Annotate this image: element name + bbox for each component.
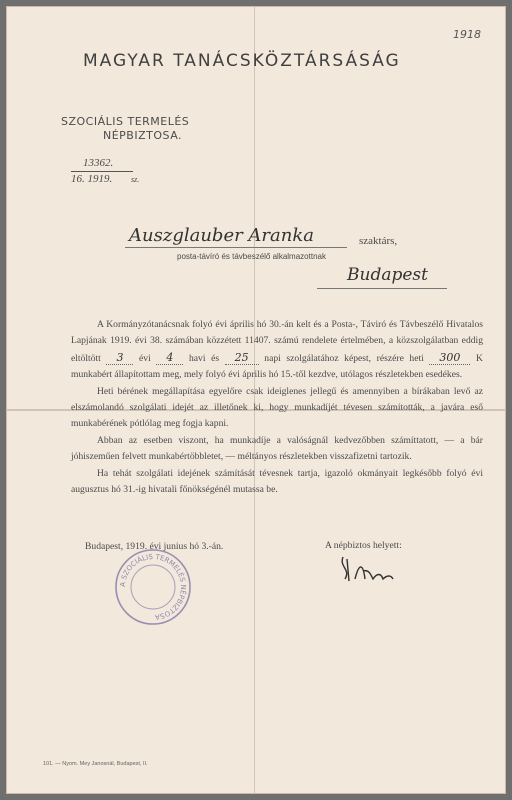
department-line-2: NÉPBIZTOSA. xyxy=(103,129,183,142)
paragraph-1-text-e: K munkabért állapítottam meg, mely folyó évi április hó 15.-től kezdve, utólagos részletekben esedékes. xyxy=(71,352,483,381)
paragraph-1-text-c: havi és xyxy=(188,352,220,364)
paragraph-4: Ha tehát szolgálati idejének számítását tévesnek tartja, igazoló okmányait legkésőbb folyó évi augusztus hó 31.-ig hivatali főnökségénél mutassa be. xyxy=(71,467,483,496)
paragraph-2: Heti bérének megállapítása egyelőre csak ideiglenes jellegű és amennyiben a bírákaban levő az elszámolandó szolgálati idejét az illetőnek ki, hogy munkadíjét tévesen számították, a javára eső munkabérének pótlólag meg fogja kapni. xyxy=(71,385,483,430)
reference-suffix: sz. xyxy=(131,175,140,184)
years-value: 3 xyxy=(106,351,133,365)
days-value: 25 xyxy=(225,351,259,365)
paragraph-1-text-a: A Kormányzótanácsnak folyó évi április hó 30.-án kelt és a Posta-, Táviró és Távbeszélő Hivatalos Lapjának 1919. évi 38. számában közzétett 11407. számú rendelete értelmében, a közszolgálatban eddig eltöltött xyxy=(71,319,483,364)
paragraph-1-text-b: évi xyxy=(139,352,151,364)
official-seal xyxy=(113,547,193,632)
months-value: 4 xyxy=(156,351,183,365)
addressee-name-line xyxy=(125,247,347,248)
reference-number: 13362. xyxy=(83,157,114,169)
handwritten-year-note: 1918 xyxy=(453,28,481,41)
handwritten-signature xyxy=(337,549,397,594)
addressee-city-line xyxy=(317,288,447,289)
date-line: Budapest, 1919. évi junius hó 3.-án. xyxy=(85,541,224,552)
wage-value: 300 xyxy=(429,351,470,365)
addressee-city: Budapest xyxy=(347,265,428,285)
addressee-role: szaktárs, xyxy=(359,235,398,247)
paragraph-1-text-d: napi szolgálatához képest, részére heti xyxy=(264,352,424,364)
page-title: MAGYAR TANÁCSKÖZTÁRSÁSÁG xyxy=(83,51,401,71)
paragraph-1 xyxy=(71,317,483,384)
paragraph-3: Abban az esetben viszont, ha munkadíje a valóságnál kedvezőbben számíttatott, — a bár jóhiszeműen felvett munkabértöbbletet, — méltányos részletekben visszafizetni tartozik. xyxy=(71,434,483,463)
document-page xyxy=(6,6,506,794)
department-line-1: SZOCIÁLIS TERMELÉS xyxy=(61,115,190,128)
seal-text: A SZOCIÁLIS TERMELÉS NÉPBIZTOSA xyxy=(118,552,188,621)
addressee-name: Auszglauber Aranka xyxy=(129,225,314,246)
letter-body xyxy=(71,317,483,498)
svg-text:A SZOCIÁLIS TERMELÉS NÉPBIZTOS xyxy=(119,553,188,621)
reference-divider xyxy=(71,171,133,172)
signature-label: A népbiztos helyett: xyxy=(325,540,402,551)
printer-footer: 101. — Nyom. Mey Janosnál, Budapest, II. xyxy=(43,761,148,767)
addressee-occupation: posta-távíró és távbeszélő alkalmazottnak xyxy=(177,252,326,261)
reference-date: 16. 1919. xyxy=(71,173,113,185)
